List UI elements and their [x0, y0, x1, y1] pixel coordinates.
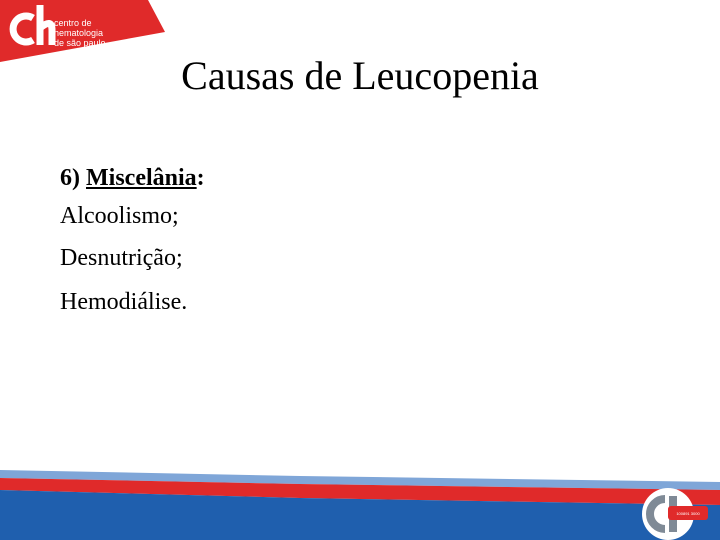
list-item-1: Alcoolismo; — [60, 203, 179, 229]
section-heading — [60, 163, 205, 193]
list-item-3: Hemodiálise. — [60, 289, 188, 315]
footer-bands — [0, 470, 720, 540]
heading-word: Miscelânia — [86, 165, 197, 191]
logo-text-line-3: de são paulo — [54, 38, 106, 48]
footer-badge-text: 100891 3000 — [676, 511, 700, 516]
logo-text-line-1: centro de — [54, 18, 92, 28]
logo-text-line-2: hematologia — [54, 28, 104, 38]
heading-colon: : — [196, 165, 205, 191]
slide-title: Causas de Leucopenia — [181, 53, 539, 98]
heading-number: 6) — [60, 165, 80, 191]
list-item-2: Desnutrição; — [60, 245, 183, 271]
